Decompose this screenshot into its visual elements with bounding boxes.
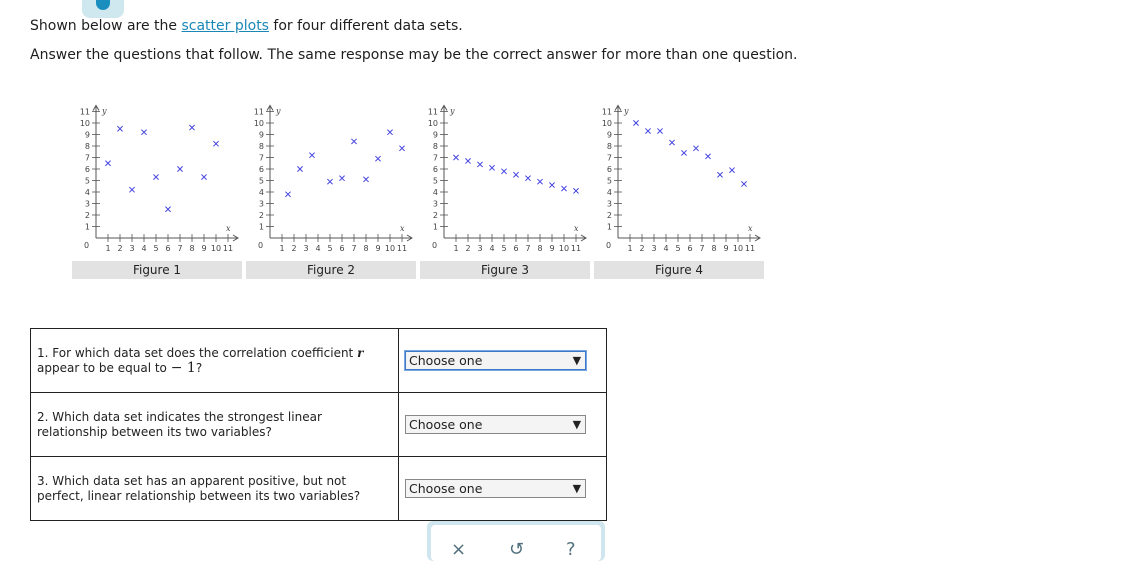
x-tick-label: 4 [489,244,495,253]
figure-3-label: Figure 3 [420,261,590,279]
answer-3-cell [399,457,607,521]
data-point [501,169,506,174]
data-point [339,176,344,181]
dropdown-arrow-icon: ▼ [572,418,582,431]
figure-3 [420,86,590,280]
y-tick-label: 2 [84,211,90,220]
x-tick-label: 4 [141,244,147,253]
y-tick-label: 3 [606,199,612,209]
data-point [537,179,542,184]
data-point [633,120,638,125]
data-point [549,183,554,188]
x-tick-label: 1 [453,244,459,253]
figure-1 [72,86,242,280]
y-tick-label: 2 [606,211,612,220]
x-tick-label: 1 [105,244,111,253]
x-tick-label: 7 [525,244,531,253]
toolbar-panel [431,525,601,561]
data-point [573,188,578,193]
answer-2-value: Choose one [409,417,483,432]
y-axis-label: y [276,106,281,116]
origin-label: 0 [258,241,264,250]
x-tick-label: 1 [627,244,633,253]
question-2-text: 2. Which data set indicates the strongest linear relationship between its two variables? [31,393,399,457]
y-tick-label: 6 [432,165,438,174]
y-axis-label: y [450,106,455,116]
scatter-plot-4 [594,86,764,261]
y-tick-label: 1 [606,222,612,232]
x-tick-label: 6 [165,244,171,253]
answer-1-select[interactable] [405,351,586,370]
x-tick-label: 9 [375,244,381,253]
data-point [189,125,194,130]
data-point [465,158,470,163]
data-point [489,165,494,170]
x-tick-label: 5 [153,244,159,253]
y-tick-label: 9 [84,130,90,140]
x-tick-label: 11 [222,244,234,253]
data-point [363,177,368,182]
y-tick-label: 11 [601,107,612,117]
y-axis-label: y [624,106,629,116]
data-point [669,140,674,145]
question-1-part: appear to be equal to [37,360,171,375]
chevron-down-icon[interactable] [96,0,110,10]
data-point [309,153,314,158]
data-point [399,146,404,151]
x-tick-label: 10 [558,244,570,253]
x-tick-label: 4 [663,244,669,253]
answer-1-cell [399,329,607,393]
data-point [693,146,698,151]
dropdown-arrow-icon: ▼ [572,354,582,367]
data-point [657,128,662,133]
y-axis-label: y [102,106,107,116]
x-tick-label: 11 [396,244,408,253]
data-point [375,156,380,161]
y-tick-label: 5 [84,176,90,186]
scatter-plot-1 [72,86,242,261]
x-tick-label: 8 [189,244,195,253]
x-tick-label: 9 [549,244,555,253]
data-point [213,141,218,146]
x-tick-label: 6 [339,244,345,253]
x-tick-label: 1 [279,244,285,253]
y-tick-label: 6 [84,165,90,174]
question-1-part: ? [195,360,203,375]
data-point [105,161,110,166]
y-tick-label: 1 [84,222,90,232]
data-point [717,172,722,177]
figure-4 [594,86,764,280]
y-tick-label: 9 [606,130,612,140]
y-tick-label: 8 [432,142,438,151]
x-tick-label: 7 [699,244,705,253]
y-tick-label: 6 [258,165,264,174]
intro-text: for four different data sets. [268,18,463,34]
y-tick-label: 9 [432,130,438,140]
origin-label: 0 [84,241,90,250]
figure-2-label: Figure 2 [246,261,416,279]
help-icon[interactable]: ? [566,539,576,560]
y-tick-label: 4 [432,188,438,197]
x-tick-label: 8 [711,244,717,253]
data-point [327,179,332,184]
y-tick-label: 11 [79,107,90,117]
y-tick-label: 10 [427,119,438,128]
y-tick-label: 2 [432,211,438,220]
y-tick-label: 2 [258,211,264,220]
x-tick-label: 2 [465,244,471,253]
x-axis-label: x [574,224,579,233]
x-tick-label: 2 [291,244,297,253]
data-point [477,162,482,167]
x-tick-label: 7 [351,244,357,253]
question-row-2 [31,393,607,457]
y-tick-label: 8 [84,142,90,151]
x-axis-label: x [400,224,405,233]
x-axis-label: x [748,224,753,233]
data-point [705,154,710,159]
figure-1-label: Figure 1 [72,261,242,279]
y-tick-label: 7 [258,153,264,163]
answer-3-value: Choose one [409,481,483,496]
top-badge [82,0,124,18]
data-point [453,155,458,160]
x-tick-label: 2 [639,244,645,253]
answer-1-value: Choose one [409,353,483,368]
data-point [129,187,134,192]
data-point [525,176,530,181]
question-1-part: 1. For which data set does the correlation coefficient [37,345,358,360]
intro-text: Shown below are the [30,18,182,34]
y-tick-label: 5 [606,176,612,186]
x-tick-label: 10 [732,244,744,253]
x-tick-label: 3 [303,244,309,253]
x-tick-label: 9 [723,244,729,253]
x-axis-label: x [226,224,231,233]
r-symbol: r [357,345,364,360]
dropdown-arrow-icon: ▼ [572,482,582,495]
x-tick-label: 5 [675,244,681,253]
scatter-plot-2 [246,86,416,261]
data-point [351,139,356,144]
x-tick-label: 3 [477,244,483,253]
answer-toolbar [427,521,605,561]
x-tick-label: 11 [744,244,756,253]
data-point [153,174,158,179]
data-point [297,166,302,171]
data-point [741,181,746,186]
data-point [117,126,122,131]
x-tick-label: 2 [117,244,123,253]
y-tick-label: 3 [84,199,90,209]
y-tick-label: 7 [606,153,612,163]
y-tick-label: 10 [601,119,612,128]
scatter-plot-3 [420,86,590,261]
question-3-text: 3. Which data set has an apparent positive, but not perfect, linear relationship between its two variables? [31,457,399,521]
figure-4-label: Figure 4 [594,261,764,279]
x-tick-label: 11 [570,244,582,253]
x-tick-label: 5 [501,244,507,253]
y-tick-label: 5 [432,176,438,186]
x-tick-label: 3 [651,244,657,253]
intro-line-2: Answer the questions that follow. The same response may be the correct answer for more than one question. [30,47,798,63]
y-tick-label: 4 [258,188,264,197]
minus-one-math: − 1 [170,359,196,376]
x-tick-label: 6 [687,244,693,253]
y-tick-label: 7 [432,153,438,163]
data-point [561,186,566,191]
x-tick-label: 4 [315,244,321,253]
question-row-3 [31,457,607,521]
data-point [165,207,170,212]
data-point [513,172,518,177]
x-tick-label: 3 [129,244,135,253]
answer-2-select[interactable] [405,415,586,434]
y-tick-label: 8 [606,142,612,151]
x-tick-label: 6 [513,244,519,253]
answer-2-cell [399,393,607,457]
y-tick-label: 11 [427,107,438,117]
origin-label: 0 [432,241,438,250]
scatter-plots-link[interactable]: scatter plots [181,18,269,34]
y-tick-label: 11 [253,107,264,117]
x-tick-label: 8 [537,244,543,253]
intro-line-1 [30,18,463,34]
x-tick-label: 10 [384,244,396,253]
answer-3-select[interactable] [405,479,586,498]
figure-2 [246,86,416,280]
x-tick-label: 10 [210,244,222,253]
questions-table [30,328,607,521]
x-tick-label: 8 [363,244,369,253]
data-point [681,150,686,155]
y-tick-label: 3 [258,199,264,209]
question-row-1 [31,329,607,393]
x-tick-label: 7 [177,244,183,253]
question-1-text [31,329,399,393]
undo-icon[interactable]: ↺ [509,539,525,560]
x-tick-label: 5 [327,244,333,253]
y-tick-label: 1 [432,222,438,232]
y-tick-label: 8 [258,142,264,151]
data-point [177,166,182,171]
y-tick-label: 5 [258,176,264,186]
data-point [285,192,290,197]
x-tick-label: 9 [201,244,207,253]
y-tick-label: 3 [432,199,438,209]
y-tick-label: 9 [258,130,264,140]
clear-icon[interactable]: × [451,539,467,560]
data-point [201,174,206,179]
y-tick-label: 10 [253,119,264,128]
y-tick-label: 10 [79,119,90,128]
data-point [729,168,734,173]
data-point [387,130,392,135]
data-point [645,128,650,133]
y-tick-label: 4 [84,188,90,197]
data-point [141,130,146,135]
y-tick-label: 6 [606,165,612,174]
y-tick-label: 7 [84,153,90,163]
y-tick-label: 1 [258,222,264,232]
y-tick-label: 4 [606,188,612,197]
origin-label: 0 [606,241,612,250]
